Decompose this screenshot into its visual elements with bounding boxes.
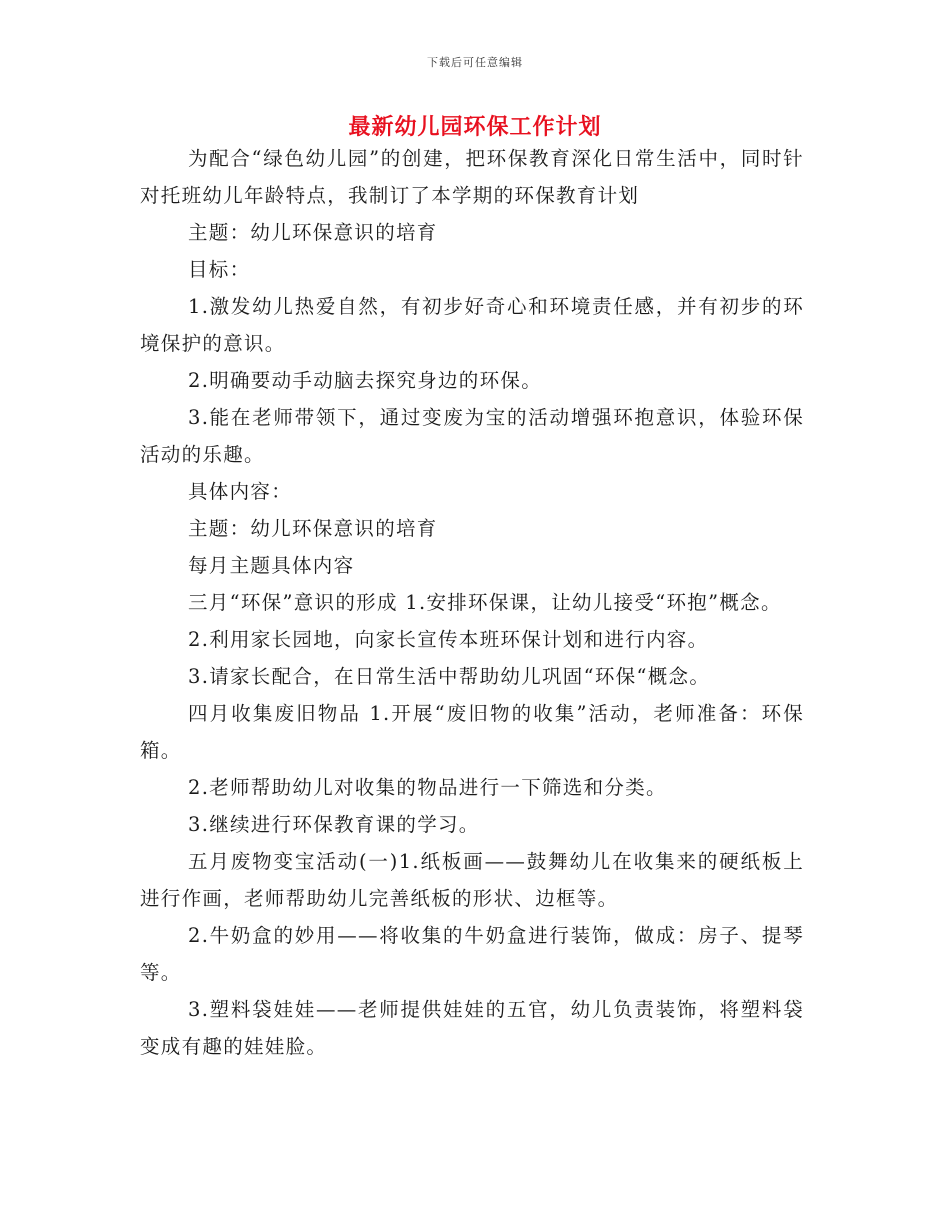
body-paragraph: 2.利用家长园地，向家长宣传本班环保计划和进行内容。 xyxy=(188,628,709,651)
document-body xyxy=(140,140,804,1065)
document-title: 最新幼儿园环保工作计划 xyxy=(348,115,602,140)
body-paragraph: 3.请家长配合，在日常生活中帮助幼儿巩固“环保“概念。 xyxy=(188,665,711,688)
body-paragraph: 主题：幼儿环保意识的培育 xyxy=(188,221,438,244)
body-paragraph: 为配合“绿色幼儿园”的创建，把环保教育深化日常生活中，同时针对托班幼儿年龄特点，我制订了本学期的环保教育计划 xyxy=(140,147,804,207)
body-paragraph: 三月“环保”意识的形成 1.安排环保课，让幼儿接受“环抱”概念。 xyxy=(188,591,782,614)
body-paragraph: 2.老师帮助幼儿对收集的物品进行一下筛选和分类。 xyxy=(188,776,667,799)
body-paragraph: 四月收集废旧物品 1.开展“废旧物的收集”活动，老师准备：环保箱。 xyxy=(140,702,804,762)
body-paragraph: 3.继续进行环保教育课的学习。 xyxy=(188,813,480,836)
body-paragraph: 具体内容： xyxy=(188,480,293,503)
body-paragraph: 目标： xyxy=(188,258,251,281)
body-paragraph: 2.牛奶盒的妙用——将收集的牛奶盒进行装饰，做成：房子、提琴等。 xyxy=(140,924,804,984)
body-paragraph: 每月主题具体内容 xyxy=(188,554,355,577)
body-paragraph: 3.塑料袋娃娃——老师提供娃娃的五官，幼儿负责装饰，将塑料袋变成有趣的娃娃脸。 xyxy=(140,998,804,1058)
header-note: 下载后可任意编辑 xyxy=(427,56,523,69)
body-paragraph: 主题：幼儿环保意识的培育 xyxy=(188,517,438,540)
body-paragraph: 3.能在老师带领下，通过变废为宝的活动增强环抱意识，体验环保活动的乐趣。 xyxy=(140,406,804,466)
body-paragraph: 1.激发幼儿热爱自然，有初步好奇心和环境责任感，并有初步的环境保护的意识。 xyxy=(140,295,804,355)
body-paragraph: 五月废物变宝活动(一)1.纸板画——鼓舞幼儿在收集来的硬纸板上进行作画，老师帮助幼儿完善纸板的形状、边框等。 xyxy=(140,850,804,910)
body-paragraph: 2.明确要动手动脑去探究身边的环保。 xyxy=(188,369,543,392)
